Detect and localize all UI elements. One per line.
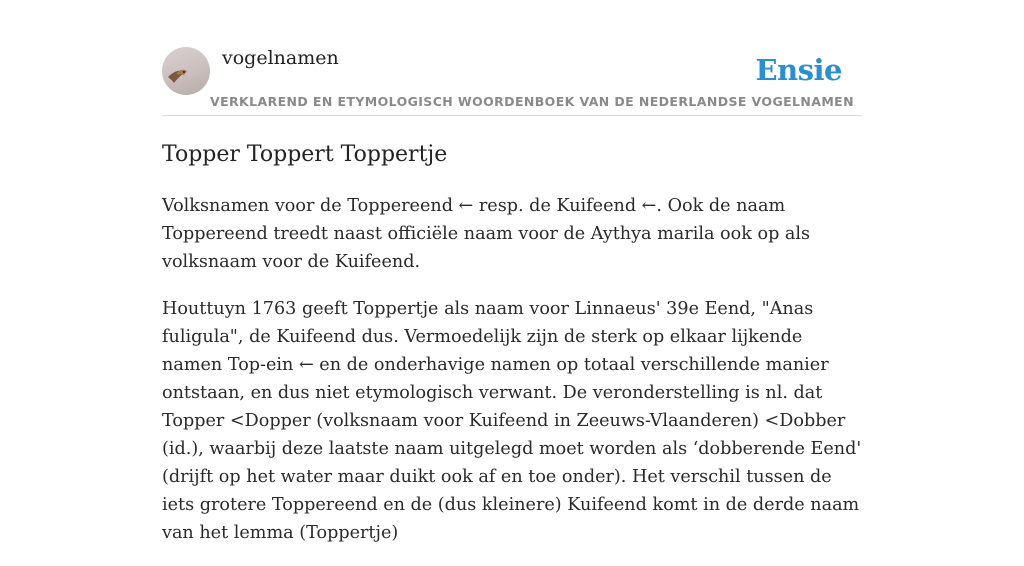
brand-logo[interactable]: Ensie [755, 53, 842, 87]
article-body [162, 192, 862, 566]
site-name[interactable]: vogelnamen [222, 47, 339, 69]
site-avatar[interactable] [162, 47, 210, 95]
site-header [162, 46, 862, 116]
bird-icon [162, 47, 210, 95]
article-title: Topper Toppert Toppertje [162, 142, 448, 167]
header-divider [162, 115, 862, 116]
site-tagline: VERKLAREND EN ETYMOLOGISCH WOORDENBOEK VAN DE NEDERLANDSE VOGELNAMEN [210, 94, 854, 109]
article-paragraph-2: Houttuyn 1763 geeft Toppertje als naam voor Linnaeus' 39e Eend, "Anas fuligula", de Kuifeend dus. Vermoedelijk zijn de sterk op elkaar lijkende namen Top-ein ← en de onderhavige namen op totaal verschillende manier ontstaan, en dus niet etymologisch verwant. De veronderstelling is nl. dat Topper <Dopper (volksnaam voor Kuifeend in Zeeuws-Vlaanderen) <Dobber (id.), waarbij deze laatste naam uitgelegd moet worden als ‘dobberende Eend' (drijft op het water maar duikt ook af en toe onder). Het verschil tussen de iets grotere Toppereend en de (dus kleinere) Kuifeend komt in de derde naam van het lemma (Toppertje) [162, 299, 862, 543]
article-paragraph-1: Volksnamen voor de Toppereend ← resp. de Kuifeend ←. Ook de naam Toppereend treedt naast officiële naam voor de Aythya marila ook op als volksnaam voor de Kuifeend. [162, 196, 811, 272]
